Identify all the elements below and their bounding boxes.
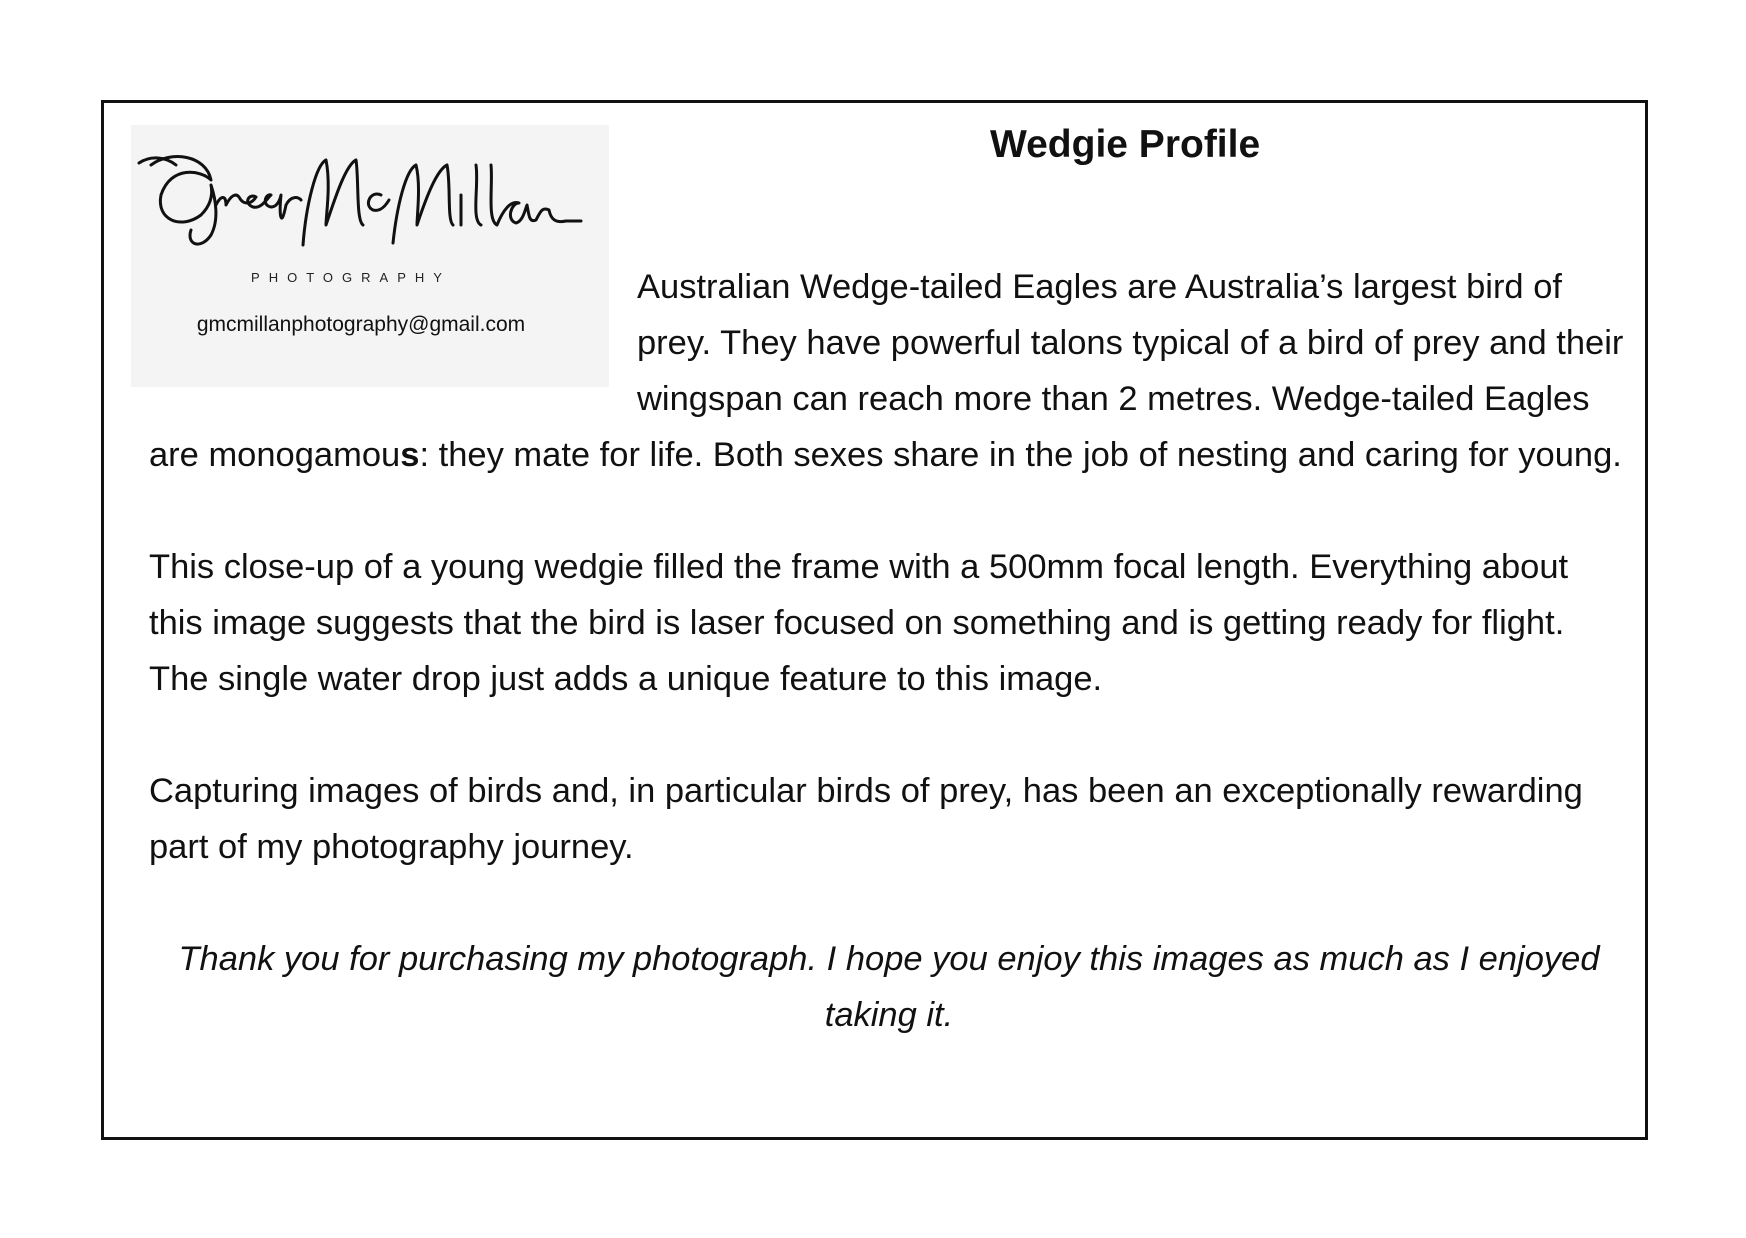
logo-tagline: PHOTOGRAPHY	[251, 270, 451, 285]
paragraph-image-description: This close-up of a young wedgie filled the frame with a 500mm focal length. Everything about this image suggests that the bird is laser focused on something and is getting ready for flight. The single water drop just adds a unique feature to this image.	[149, 548, 1569, 698]
profile-body	[149, 259, 1629, 1043]
paragraph-intro-bold: s	[400, 436, 420, 474]
paragraph-intro-text: Australian Wedge-tailed Eagles are Australia’s largest bird of prey. They have powerful talons typical of a bird of prey and their wingspan can reach more than 2 metres. Wedge-tailed Eagles are monogamou	[149, 268, 1624, 474]
paragraph-intro-text-end: : they mate for life. Both sexes share in the job of nesting and caring for young.	[419, 436, 1622, 474]
paragraph-journey: Capturing images of birds and, in particular birds of prey, has been an exceptionally rewarding part of my photography journey.	[149, 772, 1583, 866]
logo-wrap-spacer	[149, 259, 637, 427]
signature-graphic	[131, 125, 591, 275]
profile-card	[101, 100, 1648, 1140]
thank-you-note: Thank you for purchasing my photograph. I hope you enjoy this images as much as I enjoyed taking it.	[178, 940, 1600, 1034]
page-title: Wedgie Profile	[990, 123, 1261, 166]
photographer-email: gmcmillanphotography@gmail.com	[196, 313, 526, 336]
